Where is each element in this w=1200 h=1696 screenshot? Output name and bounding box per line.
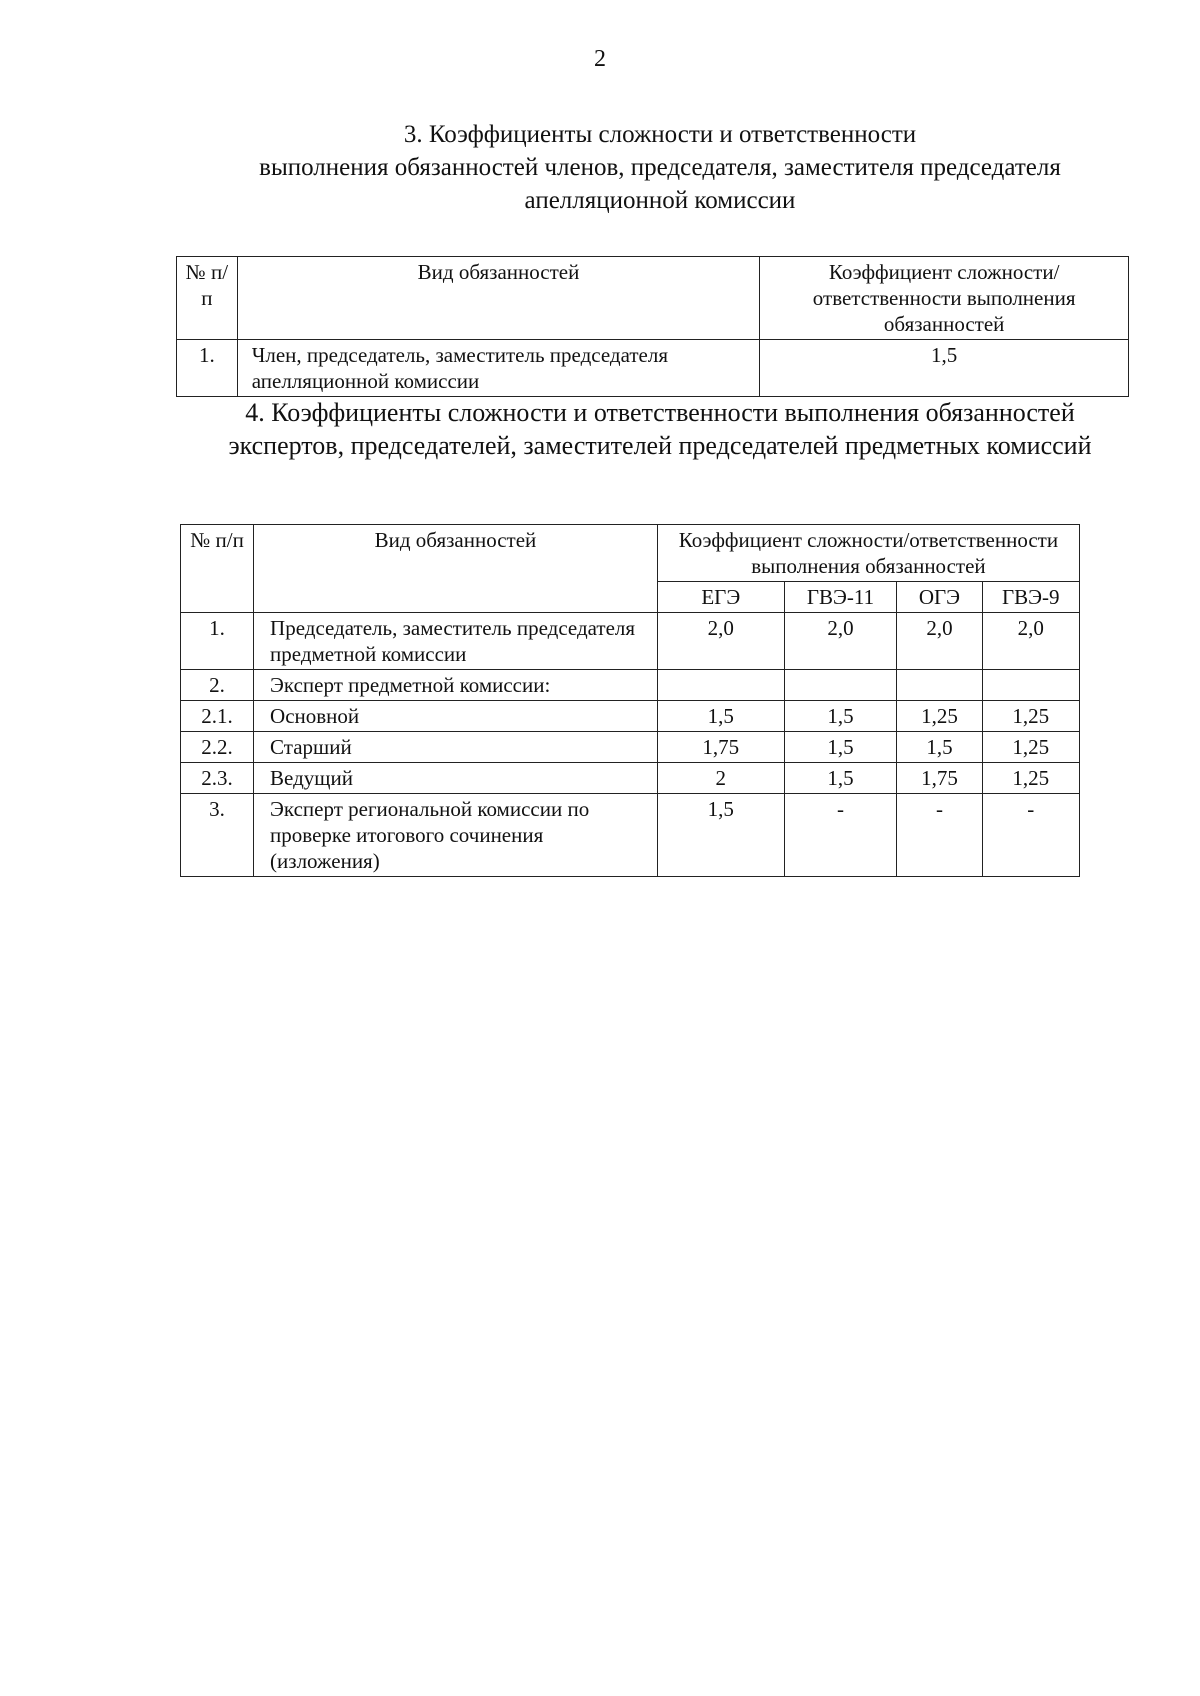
table-header-row	[177, 257, 1129, 340]
table-header-row	[181, 525, 1080, 582]
row-value-ege: 1,5	[657, 701, 784, 732]
row-value-ege: 1,5	[657, 794, 784, 877]
row-num: 1.	[181, 613, 254, 670]
row-duty: Член, председатель, заместитель председателя апелляционной комиссии	[237, 340, 760, 397]
row-value-gve9: 1,25	[982, 701, 1079, 732]
row-value-gve11: 1,5	[784, 701, 897, 732]
row-num: 2.1.	[181, 701, 254, 732]
appeal-commission-table	[176, 256, 1129, 397]
row-value-gve9: 1,25	[982, 763, 1079, 794]
header-exam-gve11: ГВЭ-11	[784, 582, 897, 613]
row-duty: Эксперт региональной комиссии по проверке итогового сочинения (изложения)	[254, 794, 658, 877]
row-value-oge: 1,75	[897, 763, 982, 794]
row-duty: Старший	[254, 732, 658, 763]
table-row	[181, 613, 1080, 670]
header-num: № п/п	[181, 525, 254, 613]
row-value-ege	[657, 670, 784, 701]
row-value-gve9: 2,0	[982, 613, 1079, 670]
table-row	[181, 794, 1080, 877]
row-value-gve11: 1,5	[784, 732, 897, 763]
header-coefficient: Коэффициент сложности/ответственности выполнения обязанностей	[760, 257, 1129, 340]
table-row	[177, 340, 1129, 397]
row-num: 1.	[177, 340, 238, 397]
row-num: 3.	[181, 794, 254, 877]
header-duty: Вид обязанностей	[254, 525, 658, 613]
table-row	[181, 701, 1080, 732]
header-exam-oge: ОГЭ	[897, 582, 982, 613]
section-4-title-line: экспертов, председателей, заместителей председателей предметных комиссий	[228, 431, 1092, 460]
row-value-oge: -	[897, 794, 982, 877]
header-num: № п/п	[177, 257, 238, 340]
row-duty: Основной	[254, 701, 658, 732]
row-value-gve11: -	[784, 794, 897, 877]
row-value-oge: 1,5	[897, 732, 982, 763]
row-value-ege: 2	[657, 763, 784, 794]
section-4-title-line: 4. Коэффициенты сложности и ответственности выполнения обязанностей	[245, 398, 1075, 427]
row-num: 2.	[181, 670, 254, 701]
section-4-title	[170, 396, 1150, 462]
row-duty: Председатель, заместитель председателя предметной комиссии	[254, 613, 658, 670]
header-exam-gve9: ГВЭ-9	[982, 582, 1079, 613]
row-value-gve9	[982, 670, 1079, 701]
row-value-gve11: 2,0	[784, 613, 897, 670]
row-num: 2.2.	[181, 732, 254, 763]
row-value-ege: 1,75	[657, 732, 784, 763]
section-3-title-line: апелляционной комиссии	[524, 187, 796, 214]
table-row	[181, 670, 1080, 701]
page-number: 2	[594, 46, 606, 72]
table-row	[181, 763, 1080, 794]
row-value-ege: 2,0	[657, 613, 784, 670]
row-value-gve11	[784, 670, 897, 701]
row-value-gve9: 1,25	[982, 732, 1079, 763]
row-num: 2.3.	[181, 763, 254, 794]
row-value-oge: 2,0	[897, 613, 982, 670]
section-3-title-line: 3. Коэффициенты сложности и ответственности	[403, 121, 917, 148]
row-value-gve11: 1,5	[784, 763, 897, 794]
row-coefficient: 1,5	[760, 340, 1129, 397]
row-value-oge	[897, 670, 982, 701]
section-3-title	[170, 118, 1150, 217]
header-exam-ege: ЕГЭ	[657, 582, 784, 613]
section-3-title-line: выполнения обязанностей членов, председателя, заместителя председателя	[259, 154, 1061, 181]
table-row	[181, 732, 1080, 763]
row-duty: Эксперт предметной комиссии:	[254, 670, 658, 701]
row-value-gve9: -	[982, 794, 1079, 877]
row-value-oge: 1,25	[897, 701, 982, 732]
subject-commission-table	[180, 524, 1080, 877]
header-duty: Вид обязанностей	[237, 257, 760, 340]
row-duty: Ведущий	[254, 763, 658, 794]
header-coefficient: Коэффициент сложности/ответственности выполнения обязанностей	[657, 525, 1079, 582]
